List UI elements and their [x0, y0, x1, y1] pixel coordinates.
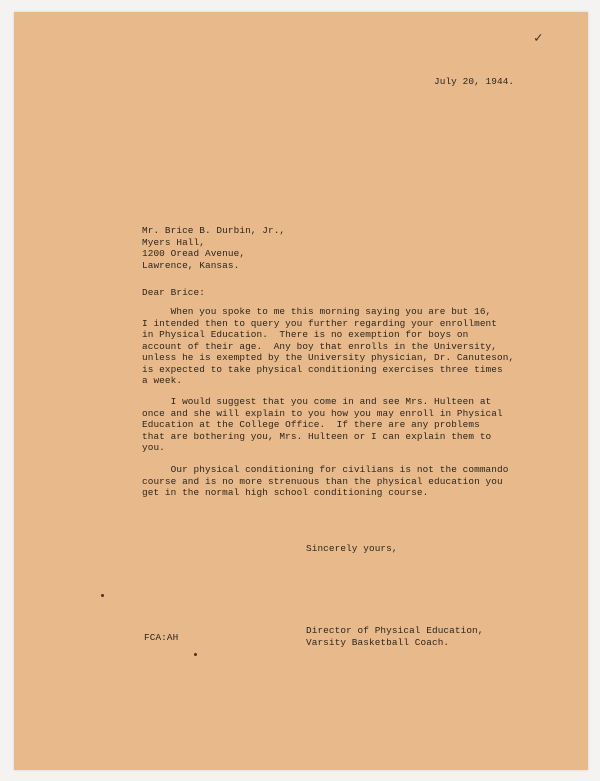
check-mark: ✓	[534, 31, 543, 47]
letter-date: July 20, 1944.	[434, 76, 515, 87]
letter-page	[14, 12, 588, 770]
salutation: Dear Brice:	[142, 287, 205, 298]
recipient-address: Mr. Brice B. Durbin, Jr., Myers Hall, 1200 Oread Avenue, Lawrence, Kansas.	[142, 225, 286, 271]
ink-spot	[101, 594, 104, 597]
typist-initials: FCA:AH	[144, 632, 179, 643]
paragraph-3: Our physical conditioning for civilians is not the commando course and is no more strenuous than the physical education you get in the normal high school conditioning course.	[142, 464, 509, 498]
paragraph-2: I would suggest that you come in and see Mrs. Hulteen at once and she will explain to you how you may enroll in Physical Education at the College Office. If there are any problems that are bothering you, Mrs. Hulteen or I can explain them to you.	[142, 396, 503, 453]
closing: Sincerely yours,	[306, 543, 398, 554]
paragraph-1: When you spoke to me this morning saying you are but 16, I intended then to query you further regarding your enrollment in Physical Education. There is no exemption for boys on account of their age. Any boy that enrolls in the University, unless he is exempted by the University physician, Dr. Canuteson, is expected to take physical conditioning exercises three times a week.	[142, 306, 515, 386]
signature-block: Director of Physical Education, Varsity Basketball Coach.	[306, 625, 484, 648]
ink-spot	[194, 653, 197, 656]
